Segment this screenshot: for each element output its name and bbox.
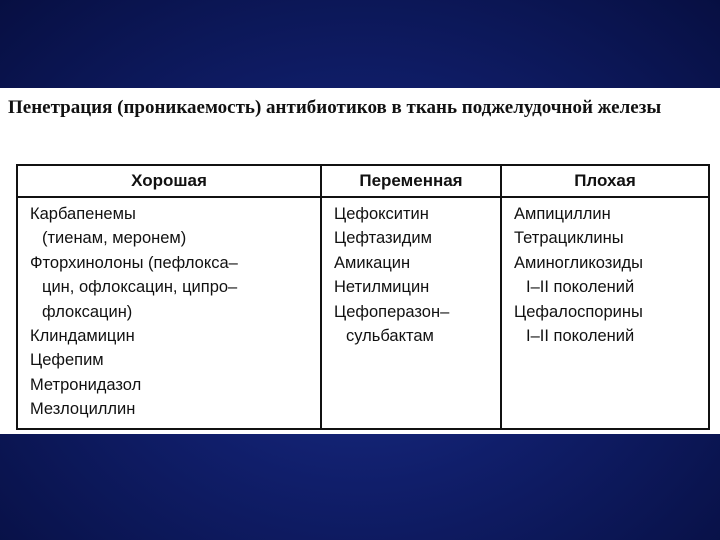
- drug-line: Аминогликозиды: [514, 253, 644, 272]
- table-header-row: [17, 165, 709, 197]
- drug-line: Нетилмицин: [334, 278, 430, 297]
- header-poor: Плохая: [501, 165, 709, 197]
- drug-line: Клиндамицин: [30, 327, 135, 346]
- drug-line: флоксацин): [42, 302, 133, 321]
- antibiotic-penetration-table: [16, 164, 710, 430]
- drug-line: цин, офлоксацин, ципро–: [42, 278, 238, 297]
- drug-line: Мезлоциллин: [30, 400, 136, 419]
- column-poor: [501, 197, 709, 429]
- header-good: Хорошая: [17, 165, 321, 197]
- drug-line: Амикацин: [334, 253, 411, 272]
- drug-line: Цефепим: [30, 351, 104, 370]
- slide-title: Пенетрация (проникаемость) антибиотиков в ткань поджелудочной железы: [8, 97, 662, 118]
- drug-line: (тиенам, меронем): [42, 229, 187, 248]
- drug-line: I–II поколений: [526, 278, 635, 297]
- drug-line: Фторхинолоны (пефлокса–: [30, 253, 238, 272]
- drug-line: I–II поколений: [526, 327, 635, 346]
- column-variable: [321, 197, 501, 429]
- drug-line: сульбактам: [346, 327, 434, 346]
- header-variable: Переменная: [321, 165, 501, 197]
- drug-line: Цефалоспорины: [514, 302, 643, 321]
- table-body-row: [17, 197, 709, 429]
- column-good: [17, 197, 321, 429]
- drug-line: Карбапенемы: [30, 205, 136, 223]
- drug-line: Ампициллин: [514, 205, 611, 223]
- drug-line: Цефоперазон–: [334, 302, 450, 321]
- drug-line: Метронидазол: [30, 375, 142, 394]
- drug-line: Цефокситин: [334, 205, 429, 223]
- drug-line: Тетрациклины: [514, 229, 624, 248]
- drug-line: Цефтазидим: [334, 229, 432, 248]
- content-panel: [0, 88, 720, 434]
